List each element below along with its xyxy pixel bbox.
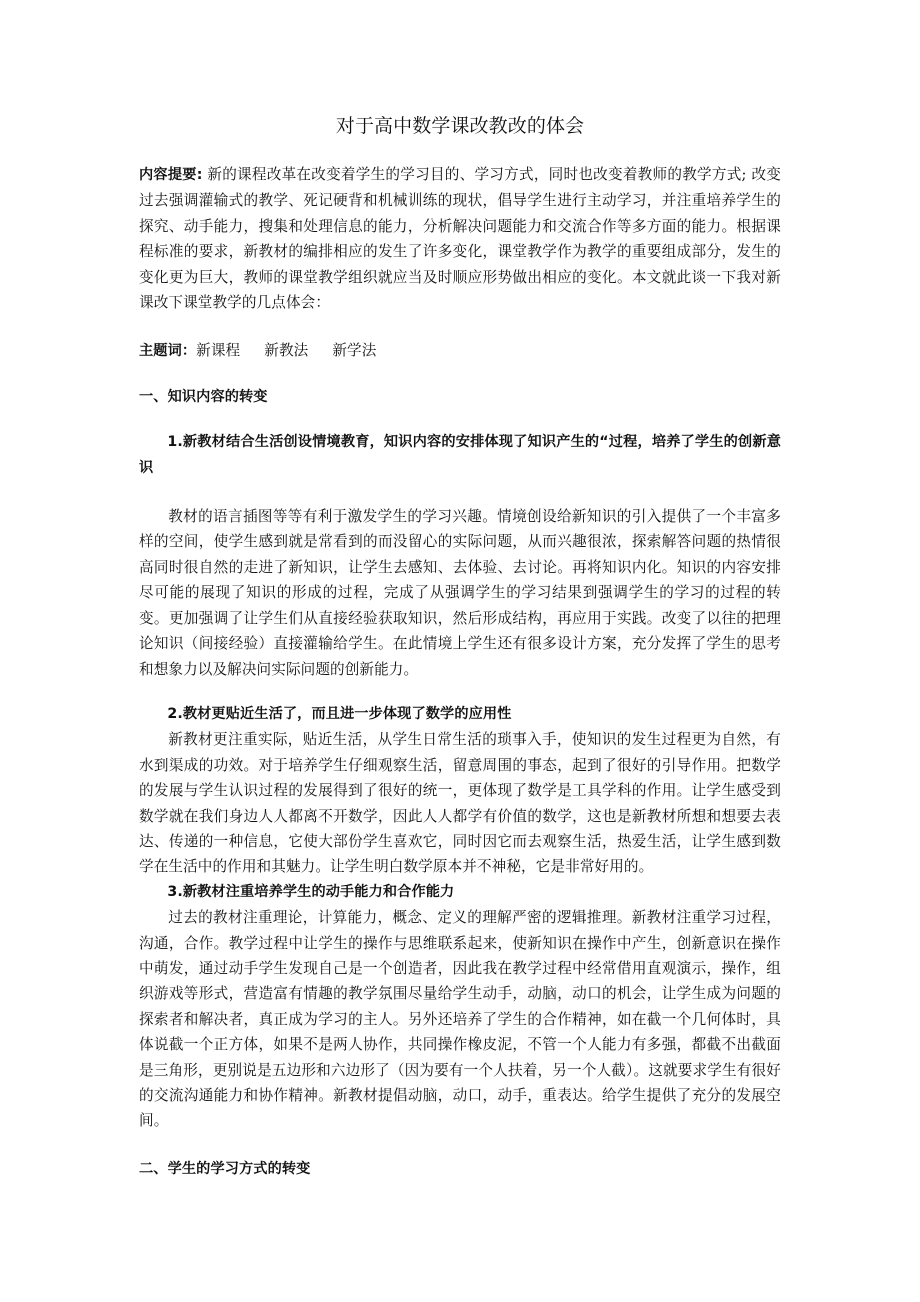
subsection-body-3: 过去的教材注重理论，计算能力，概念、定义的理解严密的逻辑推理。新教材注重学习过程，沟通，合作。教学过程中让学生的操作与思维联系起来，使新知识在操作中产生，创新意识在操作中萌发，通过动手学生发现自己是一个创造者，因此我在教学过程中经常借用直观演示，操作，组织游戏等形式，营造富有情趣的教学氛围尽量给学生动手，动脑，动口的机会，让学生成为问题的探索者和解决者，真正成为学习的主人。另外还培养了学生的合作精神，如在截一个几何体时，具体说截一个正方体，如果不是两人协作，共同操作橡皮泥，不管一个人能力有多强，都截不出截面是三角形，更别说是五边形和六边形了（因为要有一个人扶着，另一个人截）。这就要求学生有很好的交流沟通能力和协作精神。新教材提倡动脑，动口，动手，重表达。给学生提供了充分的发展空间。 [139, 909, 781, 1130]
document-page [139, 112, 781, 1182]
keywords-line [139, 338, 781, 364]
subsection-body-2: 新教材更注重实际，贴近生活，从学生日常生活的琐事入手，使知识的发生过程更为自然，有水到渠成的功效。对于培养学生仔细观察生活，留意周围的事态，起到了很好的引导作用。把数学的发展与学生认识过程的发展得到了很好的统一，更体现了数学是工具学科的作用。让学生感受到数学就在我们身边人人都离不开数学，因此人人都学有价值的数学，这也是新教材所想和想要去表达、传递的一种信息，它使大部份学生喜欢它，同时因它而去观察生活，热爱生活，让学生感到数学在生活中的作用和其魅力。让学生明白数学原本并不神秘，它是非常好用的。 [139, 731, 781, 876]
subsection-heading-3: 3.新教材注重培养学生的动手能力和合作能力 [167, 883, 455, 900]
subsection-heading-1: 1.新教材结合生活创设情境教育，知识内容的安排体现了知识产生的“过程，培养了学生的创新意识 [139, 434, 781, 476]
keyword-item: 新学法 [332, 342, 377, 360]
subsection-body-1: 教材的语言插图等等有利于激发学生的学习兴趣。情境创设给新知识的引入提供了一个丰富多样的空间，使学生感到就是常看到的而没留心的实际问题，从而兴趣很浓，探索解答问题的热情很高同时很自然的走进了新知识，让学生去感知、去体验、去讨论。再将知识内化。知识的内容安排尽可能的展现了知识的形成的过程，完成了从强调学生的学习结果到强调学生的学习的过程的转变。更加强调了让学生们从直接经验获取知识，然后形成结构，再应用于实践。改变了以往的把理论知识（间接经验）直接灌输给学生。在此情境上学生还有很多设计方案，充分发挥了学生的思考和想象力以及解决问实际问题的创新能力。 [139, 508, 781, 678]
keyword-item: 新课程 [196, 342, 241, 360]
summary-text: 新的课程改革在改变着学生的学习目的、学习方式，同时也改变着教师的教学方式; 改变过去强调灌输式的教学、死记硬背和机械训练的现状，倡导学生进行主动学习，并注重培养学生的探究、动手能力，搜集和处理信息的能力，分析解决问题能力和交流合作等多方面的能力。根据课程标准的要求，新教材的编排相应的发生了许多变化，课堂教学作为教学的重要组成部分，发生的变化更为巨大，教师的课堂教学组织就应当及时顺应形势做出相应的变化。本文就此谈一下我对新课改下课堂教学的几点体会： [139, 166, 781, 312]
subsection-heading-2: 2.教材更贴近生活了，而且进一步体现了数学的应用性 [167, 705, 512, 722]
keywords-label: 主题词： [139, 343, 197, 360]
keyword-item: 新教法 [264, 342, 309, 360]
summary-paragraph [139, 162, 781, 315]
section-heading-2: 二、学生的学习方式的转变 [139, 1160, 311, 1177]
document-title: 对于高中数学课改教改的体会 [335, 115, 585, 137]
summary-label: 内容提要: [139, 167, 203, 183]
section-heading-1: 一、知识内容的转变 [139, 388, 268, 405]
